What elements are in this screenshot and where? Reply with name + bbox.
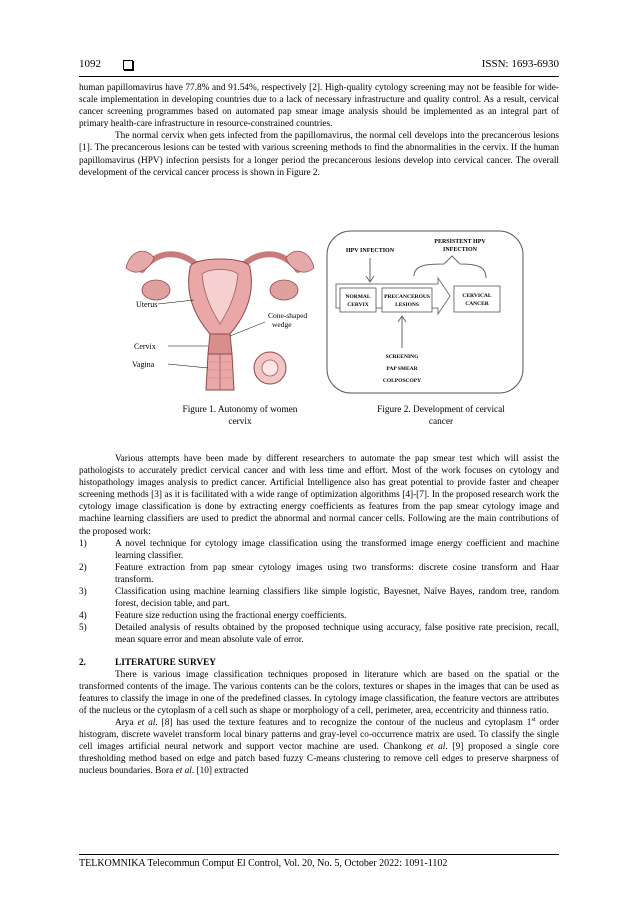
left-ovary xyxy=(142,280,170,300)
contributions-list xyxy=(79,538,559,647)
left-fimbriae xyxy=(126,251,154,272)
list-item: 4) Feature size reduction using the fractional energy coefficients. xyxy=(79,611,347,622)
right-fimbriae xyxy=(286,251,314,272)
box-cervical-cancer xyxy=(454,286,500,312)
list-item: 1) A novel technique for cytology image classification using the transformed image energy coefficient and machine learning classifier. xyxy=(79,538,559,561)
list-item: 5) Detailed analysis of results obtained by the proposed technique using accuracy, false positive rate precision, recall, mean square error and mean absolute vale of error. xyxy=(79,623,559,646)
intro-text xyxy=(79,82,559,179)
right-ovary xyxy=(270,280,298,300)
pap-smear-label: PAP SMEAR xyxy=(386,366,418,372)
svg-text:LESIONS: LESIONS xyxy=(395,302,419,308)
section-2-heading: 2. LITERATURE SURVEY xyxy=(79,657,217,668)
page-header xyxy=(79,58,559,74)
svg-text:CERVICAL: CERVICAL xyxy=(462,293,492,299)
label-cone-shaped: Cone-shaped xyxy=(268,311,308,320)
list-item: 2) Feature extraction from pap smear cytology images using two transforms: discrete cosine transform and Haar transform. xyxy=(79,562,559,585)
section-2-paragraph-1: There is various image classification techniques proposed in literature which are based on the spatial or the transformed contents of the image. The various contents can be the colors, textures or shapes in the images that can be used as features to classify the image in one of the predefined classes. In cytology image classification, the feature vectors are attributes of the nucleus or the cytoplasm of a cell such as shape or morphology of a cell, perimeter, area, eccentricity and thinness ratio. xyxy=(79,669,559,716)
body-paragraph-3: Various attempts have been made by different researchers to automate the pap smear test which will assist the pathologists to accurately predict cervical cancer and with less time and effort. Most of the work focuses on cytology and histopathology images analysis to predict cancer. Artificial Intelligence also has great potential to provide faster and cheaper screening methods [3] as it is facilitated with a wide range of optimization algorithms [4]-[7]. In the proposed research work the cytology image classification is done by extracting energy coefficients as features from the pap smear cytology image and machine learning classifiers are used to predict the abnormal and normal cancer cells. Following are the main contributions of the proposed work: xyxy=(79,454,559,537)
section-2-paragraph-2: Arya et al. [8] has used the texture features and to recognize the contour of the nucleus and cytoplasm 1st order histogram, discrete wavelet transform local binary patterns and gray-level co-occurrence matrix are used. To classify the single cell images artificial neural network and support vector machine are used. Chankong et al. [9] proposed a single core thresholding method based on edge and patch based fuzzy C-means clustering to remove cell edges to preserve sharpness of nucleus boundaries. Bora et al. [10] extracted xyxy=(79,716,560,777)
main-body-text xyxy=(79,453,559,777)
page-number: 1092 xyxy=(79,58,101,70)
box-precancerous-lesions xyxy=(382,288,432,312)
svg-text:NORMAL: NORMAL xyxy=(345,294,371,300)
label-uterus: Uterus xyxy=(136,300,158,309)
figure-2-caption: Figure 2. Development of cervical cancer xyxy=(377,405,505,427)
checkbox-square-icon xyxy=(123,60,133,70)
intro-paragraph-1: human papillomavirus have 77.8% and 91.54%, respectively [2]. High-quality cytology screening may not be feasible for wide-scale implementation in developing countries due to a lack of necessary infrastructure and quality control. As a result, cervical cancer screening programmes based on automated pap smear image analysis should be implemented as an integral part of primary health-care infrastructure in resource-constrained countries. xyxy=(79,83,559,130)
svg-text:PRECANCEROUS: PRECANCEROUS xyxy=(384,294,430,300)
figure-1-caption: Figure 1. Autonomy of women cervix xyxy=(182,405,298,427)
label-vagina: Vagina xyxy=(132,360,155,369)
infection-label: INFECTION xyxy=(442,247,478,253)
label-wedge: wedge xyxy=(272,320,292,329)
header-rule xyxy=(79,76,559,77)
intro-paragraph-2: The normal cervix when gets infected from the papillomavirus, the normal cell develops into the precancerous lesions [1]. The precancerous lesions can be tested with various screening methods to find the abnormalities in the cervix. If the human papillomavirus (HPV) infection persists for a longer period the precancerous lesions develop into cervical cancer. The overall development of the cervical cancer process is shown in Figure 2. xyxy=(79,131,559,178)
figure-2-development-diagram xyxy=(326,228,524,396)
label-cervix: Cervix xyxy=(134,342,156,351)
svg-text:CANCER: CANCER xyxy=(465,301,489,307)
hpv-infection-label: HPV INFECTION xyxy=(345,248,395,254)
colposcopy-label: COLPOSCOPY xyxy=(382,378,422,384)
screening-label: SCREENING xyxy=(385,354,419,360)
page-footer: TELKOMNIKA Telecommun Comput El Control, Vol. 20, No. 5, October 2022: 1091-1102 xyxy=(79,858,448,869)
box-normal-cervix xyxy=(340,288,376,312)
svg-text:CERVIX: CERVIX xyxy=(347,302,369,308)
cervix xyxy=(208,334,232,354)
figure-1-uterus-illustration xyxy=(120,228,320,398)
issn: ISSN: 1693-6930 xyxy=(481,58,559,70)
footer-rule xyxy=(79,854,559,855)
persistent-hpv-label: PERSISTENT HPV xyxy=(434,239,486,245)
list-item: 3) Classification using machine learning classifiers like simple logistic, Bayesnet, Naïve Bayes, random tree, random forest, decision table, and part. xyxy=(79,587,559,610)
